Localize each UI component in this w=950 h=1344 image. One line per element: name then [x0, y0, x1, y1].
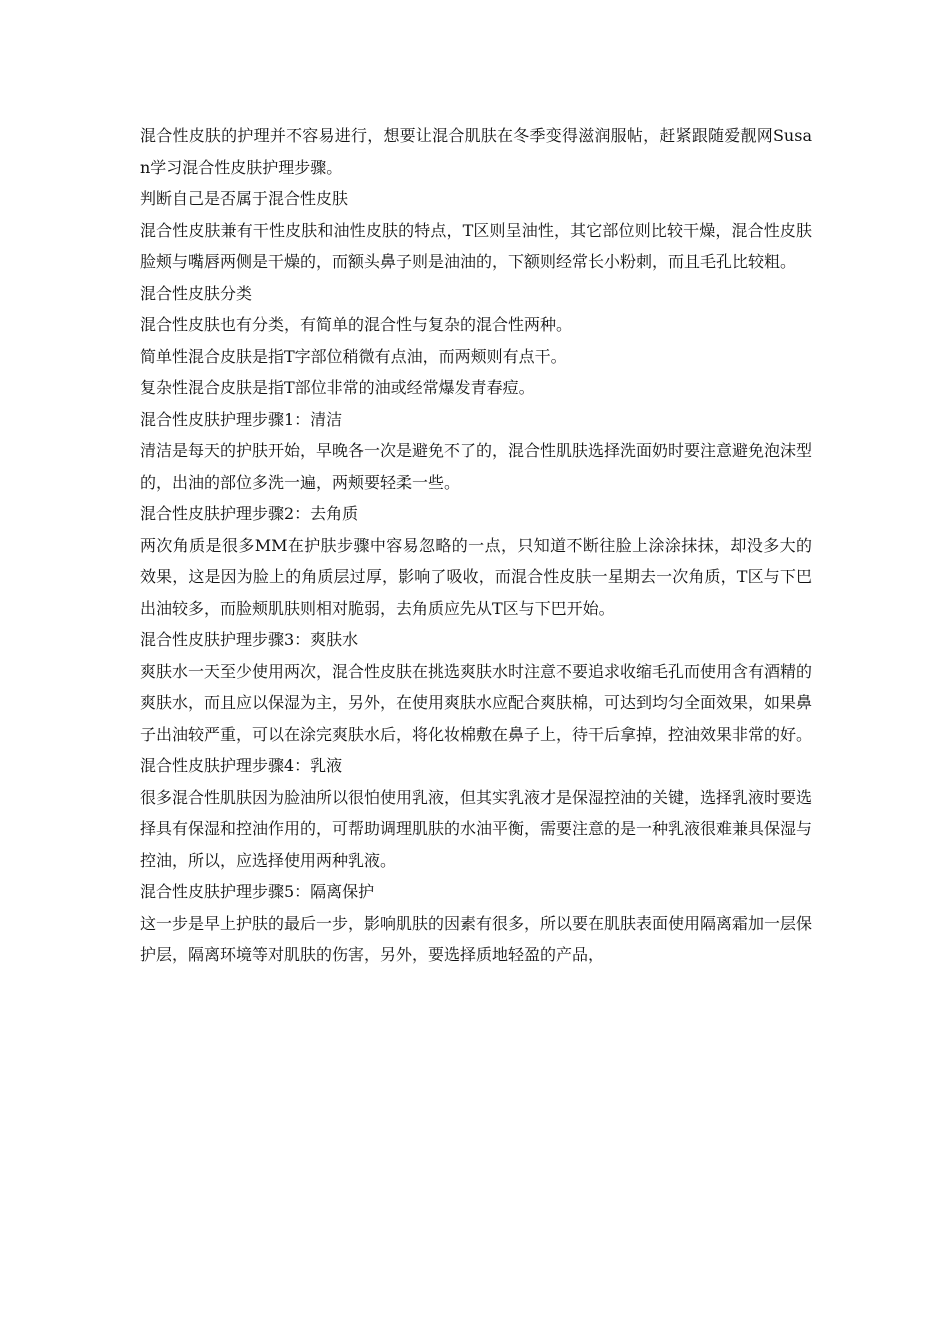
section-heading-types: 混合性皮肤分类 [140, 283, 253, 303]
section-heading-step-2: 混合性皮肤护理步骤2：去角质 [140, 504, 359, 523]
paragraph-step-3: 爽肤水一天至少使用两次，混合性皮肤在挑选爽肤水时注意不要追求收缩毛孔而使用含有酒精的爽肤水，而且应以保湿为主，另外，在使用爽肤水应配合爽肤棉，可达到均匀全面效果，如果鼻子出油较严重，可以在涂完爽肤水后，将化妆棉敷在鼻子上，待干后拿掉，控油效果非常的好。 [140, 661, 813, 744]
paragraph-types-3: 复杂性混合皮肤是指T部位非常的油或经常爆发青春痘。 [140, 378, 535, 397]
section-heading-step-1: 混合性皮肤护理步骤1：清洁 [140, 409, 343, 429]
section-heading-step-3: 混合性皮肤护理步骤3：爽肤水 [140, 630, 359, 649]
paragraph-step-5: 这一步是早上护肤的最后一步，影响肌肤的因素有很多，所以要在肌肤表面使用隔离霜加一层保护层，隔离环境等对肌肤的伤害，另外，要选择质地轻盈的产品， [140, 913, 813, 964]
section-heading-step-5: 混合性皮肤护理步骤5：隔离保护 [140, 882, 375, 901]
intro-paragraph: 混合性皮肤的护理并不容易进行，想要让混合肌肤在冬季变得滋润服帖，赶紧跟随爱靓网Susan学习混合性皮肤护理步骤。 [140, 126, 812, 177]
paragraph-step-1: 清洁是每天的护肤开始，早晚各一次是避免不了的，混合性肌肤选择洗面奶时要注意避免泡沫型的，出油的部位多洗一遍，两颊要轻柔一些。 [140, 441, 813, 492]
paragraph-judge: 混合性皮肤兼有干性皮肤和油性皮肤的特点，T区则呈油性，其它部位则比较干燥，混合性皮肤脸颊与嘴唇两侧是干燥的，而额头鼻子则是油油的，下额则经常长小粉刺，而且毛孔比较粗。 [140, 220, 812, 271]
paragraph-types-1: 混合性皮肤也有分类，有简单的混合性与复杂的混合性两种。 [140, 315, 573, 334]
document-body [140, 120, 812, 971]
paragraph-step-4: 很多混合性肌肤因为脸油所以很怕使用乳液，但其实乳液才是保湿控油的关键，选择乳液时要选择具有保湿和控油作用的，可帮助调理肌肤的水油平衡，需要注意的是一种乳液很难兼具保湿与控油，所以，应选择使用两种乳液。 [140, 787, 813, 870]
section-heading-judge: 判断自己是否属于混合性皮肤 [140, 189, 349, 208]
section-heading-step-4: 混合性皮肤护理步骤4：乳液 [140, 756, 343, 775]
paragraph-types-2: 简单性混合皮肤是指T字部位稍微有点油，而两颊则有点干。 [140, 346, 567, 366]
paragraph-step-2: 两次角质是很多MM在护肤步骤中容易忽略的一点，只知道不断往脸上涂涂抹抹，却没多大的效果，这是因为脸上的角质层过厚，影响了吸收，而混合性皮肤一星期去一次角质，T区与下巴出油较多，而脸颊肌肤则相对脆弱，去角质应先从T区与下巴开始。 [140, 535, 812, 618]
